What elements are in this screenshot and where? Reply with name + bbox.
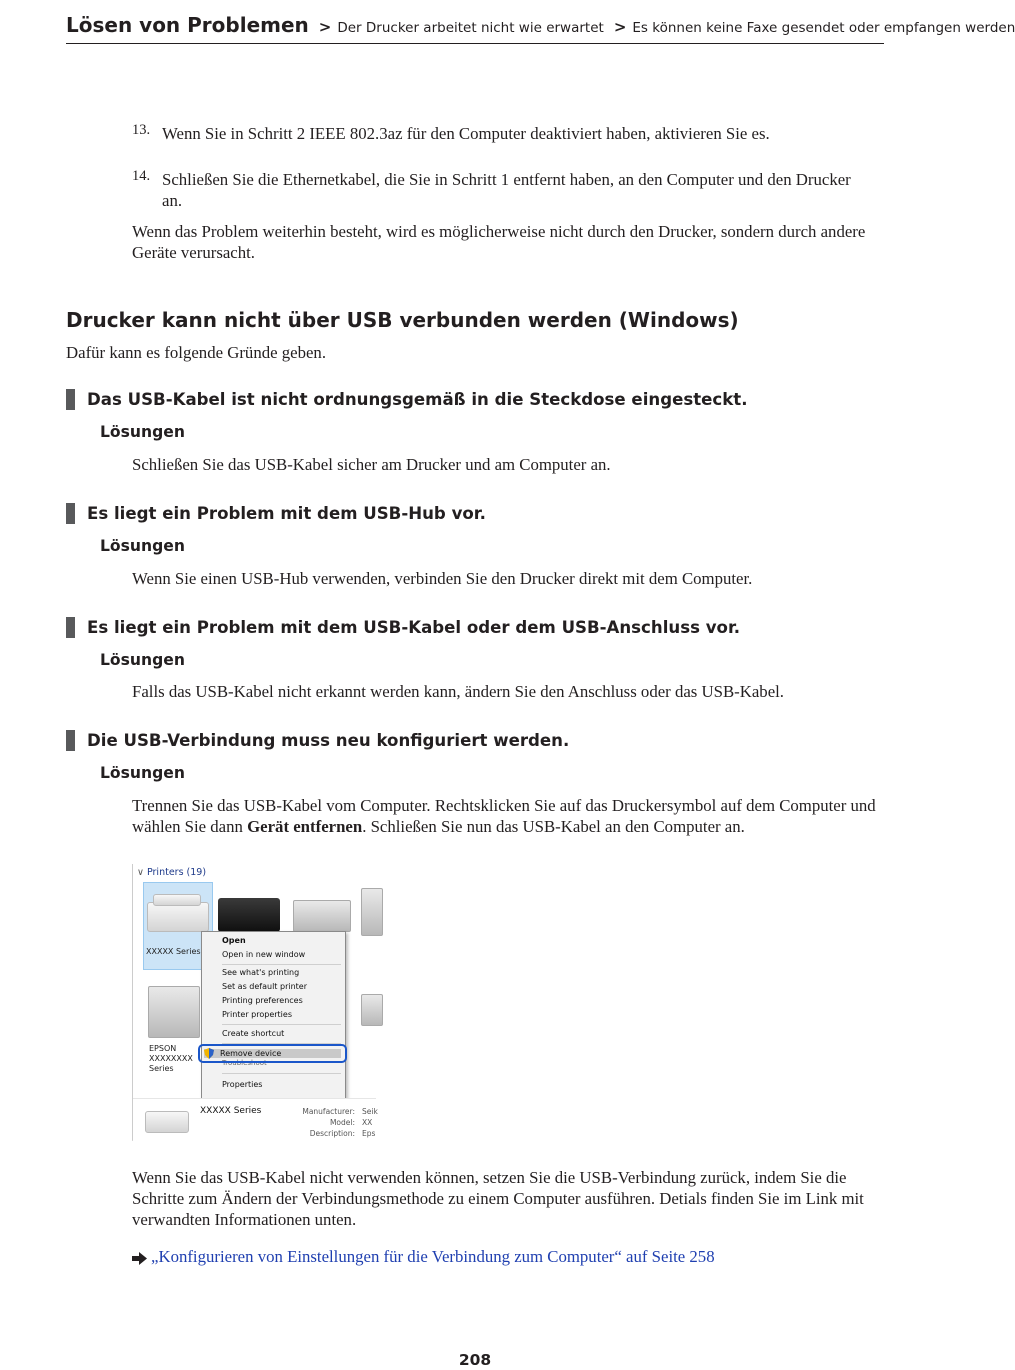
printer-lid-icon (153, 894, 201, 906)
menu-item-remove-device[interactable]: Remove device (220, 1049, 282, 1058)
remove-device-term: Gerät entfernen (247, 817, 363, 836)
heading-bar-icon (66, 617, 75, 638)
cause-heading: Die USB-Verbindung muss neu konfiguriert werden. (66, 730, 569, 751)
printer-icon (361, 888, 383, 936)
solution-text: Falls das USB-Kabel nicht erkannt werden kann, ändern Sie den Anschluss oder das USB-Kabel. (132, 682, 785, 701)
breadcrumb-separator-icon: > (318, 18, 332, 36)
heading-bar-icon (66, 389, 75, 410)
fax-icon (293, 900, 351, 932)
menu-item-troubleshoot[interactable]: Troubleshoot (222, 1059, 267, 1067)
step-text: Wenn Sie in Schritt 2 IEEE 802.3az für den Computer deaktiviert haben, aktivieren Sie es. (162, 124, 770, 143)
related-link[interactable]: „Konfigurieren von Einstellungen für die Verbindung zum Computer“ auf Seite 258 (151, 1247, 715, 1266)
header-crumb-1: Der Drucker arbeitet nicht wie erwartet (337, 20, 604, 36)
printer-label: EPSON (149, 1044, 177, 1053)
running-header (66, 13, 1015, 44)
solution-text: Schließen Sie das USB-Kabel sicher am Drucker und am Computer an. (132, 455, 611, 474)
menu-item-printer-properties[interactable]: Printer properties (222, 1010, 292, 1019)
paragraph: Wenn Sie das USB-Kabel nicht verwenden können, setzen Sie die USB-Verbindung zurück, indem Sie die Schritte zum Ändern der Verbindungsmethode zu einem Computer ausführen. Detials finden Sie im Link mit verwandten Informationen unten. (132, 1168, 864, 1229)
cause-heading: Es liegt ein Problem mit dem USB-Kabel oder dem USB-Anschluss vor. (66, 617, 740, 638)
solutions-label: Lösungen (100, 764, 185, 782)
heading-bar-icon (66, 730, 75, 751)
details-value: Eps (362, 1129, 376, 1138)
menu-item-see-printing[interactable]: See what's printing (222, 968, 300, 977)
page-number: 208 (458, 1351, 492, 1369)
menu-item-set-default[interactable]: Set as default printer (222, 982, 307, 991)
breadcrumb-separator-icon: > (613, 18, 627, 36)
printer-label: XXXXX Series (146, 947, 201, 956)
heading-bar-icon (66, 503, 75, 524)
details-value: XX (362, 1118, 373, 1127)
step-text: Schließen Sie die Ethernetkabel, die Sie in Schritt 1 entfernt haben, an den Computer und den Drucker an. (162, 170, 851, 210)
menu-divider (222, 1024, 341, 1025)
solutions-label: Lösungen (100, 537, 185, 555)
printer-icon (361, 994, 383, 1026)
printer-label: XXXXXXXX (149, 1054, 193, 1063)
solution-text: Trennen Sie das USB-Kabel vom Computer. Rechtsklicken Sie auf das Druckersymbol auf dem Computer und wählen Sie dann Gerät entfernen. Schließen Sie nun das USB-Kabel an den Computer an. (132, 796, 876, 836)
menu-divider (222, 1073, 341, 1074)
section-title: Drucker kann nicht über USB verbunden werden (Windows) (66, 308, 739, 332)
step-number: 14. (132, 168, 151, 184)
multifunction-printer-icon (148, 986, 200, 1038)
admin-shield-icon (204, 1048, 214, 1059)
paragraph: Wenn das Problem weiterhin besteht, wird es möglicherweise nicht durch den Drucker, sondern durch andere Geräte verursacht. (132, 222, 866, 262)
details-pane (133, 1098, 376, 1141)
header-chapter: Lösen von Problemen (66, 13, 309, 37)
arrow-right-icon (132, 1252, 147, 1265)
solutions-label: Lösungen (100, 651, 185, 669)
printer-label: Series (149, 1064, 174, 1073)
section-intro: Dafür kann es folgende Gründe geben. (66, 343, 327, 362)
cause-heading: Das USB-Kabel ist nicht ordnungsgemäß in die Steckdose eingesteckt. (66, 389, 748, 410)
menu-item-printing-preferences[interactable]: Printing preferences (222, 996, 303, 1005)
solution-text: Wenn Sie einen USB-Hub verwenden, verbinden Sie den Drucker direkt mit dem Computer. (132, 569, 753, 588)
printer-icon (147, 902, 209, 932)
printer-icon (218, 898, 280, 932)
header-crumb-2: Es können keine Faxe gesendet oder empfangen werden (632, 20, 1015, 36)
menu-divider (222, 964, 341, 965)
step-number: 13. (132, 122, 151, 138)
cause-heading: Es liegt ein Problem mit dem USB-Hub vor. (66, 503, 486, 524)
details-key: Model: (329, 1118, 355, 1127)
details-key: Description: (309, 1129, 355, 1138)
menu-item-create-shortcut[interactable]: Create shortcut (222, 1029, 285, 1038)
printers-screenshot (132, 864, 376, 1141)
printer-icon (145, 1111, 189, 1133)
related-link-row[interactable] (132, 1247, 715, 1267)
chevron-down-icon: ∨ (137, 867, 144, 878)
solutions-label: Lösungen (100, 423, 185, 441)
remove-device-highlight[interactable] (198, 1044, 347, 1067)
menu-item-properties[interactable]: Properties (222, 1080, 263, 1089)
context-menu (201, 931, 346, 1100)
details-printer-name: XXXXX Series (200, 1106, 262, 1116)
details-key: Manufacturer: (302, 1107, 355, 1116)
details-value: Seik (362, 1107, 378, 1116)
printers-group-header: ∨ Printers (19) (137, 867, 207, 878)
menu-item-open-new-window[interactable]: Open in new window (222, 950, 306, 959)
menu-item-open[interactable]: Open (222, 936, 246, 945)
